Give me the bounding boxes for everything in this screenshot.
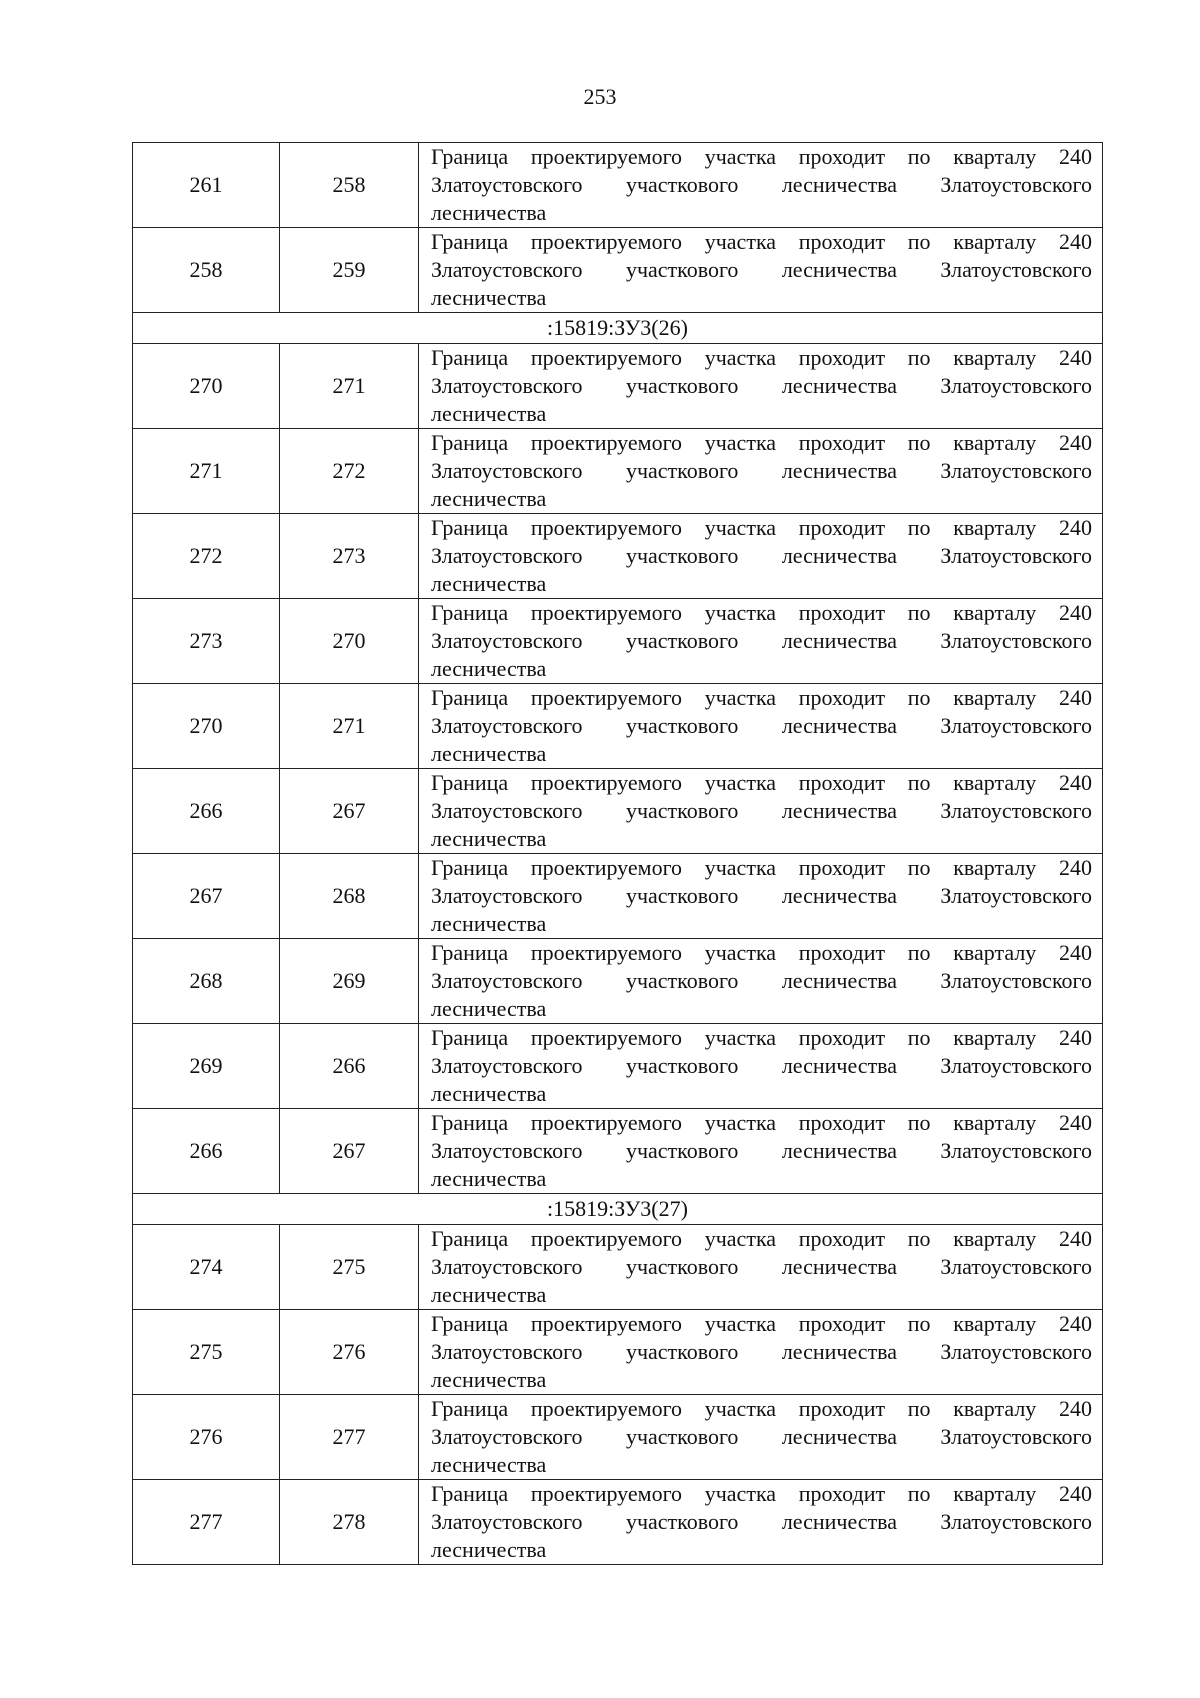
point-to-cell: 275 bbox=[280, 1225, 419, 1310]
point-to-cell: 278 bbox=[280, 1480, 419, 1565]
point-from-cell: 261 bbox=[133, 143, 280, 228]
table-row bbox=[133, 514, 1103, 599]
table-row bbox=[133, 1395, 1103, 1480]
section-header-row bbox=[133, 1194, 1103, 1225]
point-to-cell: 271 bbox=[280, 344, 419, 429]
point-from-cell: 270 bbox=[133, 344, 280, 429]
table-body bbox=[133, 143, 1103, 1565]
table-row bbox=[133, 1109, 1103, 1194]
table-row bbox=[133, 344, 1103, 429]
boundary-description-cell: Граница проектируемого участка проходит по кварталу 240 Златоустовского участкового лесничества Златоустовского лесничества bbox=[419, 1225, 1103, 1310]
point-from-cell: 266 bbox=[133, 1109, 280, 1194]
table-row bbox=[133, 599, 1103, 684]
table-row bbox=[133, 854, 1103, 939]
point-to-cell: 268 bbox=[280, 854, 419, 939]
boundary-description-cell: Граница проектируемого участка проходит по кварталу 240 Златоустовского участкового лесничества Златоустовского лесничества bbox=[419, 769, 1103, 854]
point-from-cell: 266 bbox=[133, 769, 280, 854]
table-row bbox=[133, 684, 1103, 769]
point-from-cell: 258 bbox=[133, 228, 280, 313]
table-row bbox=[133, 769, 1103, 854]
point-to-cell: 259 bbox=[280, 228, 419, 313]
point-to-cell: 277 bbox=[280, 1395, 419, 1480]
boundary-description-cell: Граница проектируемого участка проходит по кварталу 240 Златоустовского участкового лесничества Златоустовского лесничества bbox=[419, 344, 1103, 429]
table-row bbox=[133, 1024, 1103, 1109]
point-from-cell: 273 bbox=[133, 599, 280, 684]
point-from-cell: 271 bbox=[133, 429, 280, 514]
point-from-cell: 270 bbox=[133, 684, 280, 769]
boundary-description-cell: Граница проектируемого участка проходит по кварталу 240 Златоустовского участкового лесничества Златоустовского лесничества bbox=[419, 1109, 1103, 1194]
point-from-cell: 275 bbox=[133, 1310, 280, 1395]
point-to-cell: 267 bbox=[280, 769, 419, 854]
section-label: :15819:ЗУ3(26) bbox=[133, 313, 1103, 344]
point-to-cell: 271 bbox=[280, 684, 419, 769]
table-row bbox=[133, 143, 1103, 228]
table-row bbox=[133, 228, 1103, 313]
point-from-cell: 269 bbox=[133, 1024, 280, 1109]
boundary-description-cell: Граница проектируемого участка проходит по кварталу 240 Златоустовского участкового лесничества Златоустовского лесничества bbox=[419, 684, 1103, 769]
point-to-cell: 267 bbox=[280, 1109, 419, 1194]
point-to-cell: 266 bbox=[280, 1024, 419, 1109]
section-label: :15819:ЗУ3(27) bbox=[133, 1194, 1103, 1225]
point-to-cell: 269 bbox=[280, 939, 419, 1024]
boundary-description-cell: Граница проектируемого участка проходит по кварталу 240 Златоустовского участкового лесничества Златоустовского лесничества bbox=[419, 228, 1103, 313]
table-row bbox=[133, 1310, 1103, 1395]
table-row bbox=[133, 1480, 1103, 1565]
table-row bbox=[133, 1225, 1103, 1310]
boundary-description-cell: Граница проектируемого участка проходит по кварталу 240 Златоустовского участкового лесничества Златоустовского лесничества bbox=[419, 1480, 1103, 1565]
point-to-cell: 258 bbox=[280, 143, 419, 228]
point-from-cell: 274 bbox=[133, 1225, 280, 1310]
boundary-description-cell: Граница проектируемого участка проходит по кварталу 240 Златоустовского участкового лесничества Златоустовского лесничества bbox=[419, 429, 1103, 514]
boundary-description-cell: Граница проектируемого участка проходит по кварталу 240 Златоустовского участкового лесничества Златоустовского лесничества bbox=[419, 143, 1103, 228]
point-to-cell: 273 bbox=[280, 514, 419, 599]
table-row bbox=[133, 939, 1103, 1024]
boundary-description-cell: Граница проектируемого участка проходит по кварталу 240 Златоустовского участкового лесничества Златоустовского лесничества bbox=[419, 514, 1103, 599]
boundary-description-cell: Граница проектируемого участка проходит по кварталу 240 Златоустовского участкового лесничества Златоустовского лесничества bbox=[419, 854, 1103, 939]
point-to-cell: 272 bbox=[280, 429, 419, 514]
point-to-cell: 276 bbox=[280, 1310, 419, 1395]
page-number: 253 bbox=[583, 84, 617, 109]
point-from-cell: 268 bbox=[133, 939, 280, 1024]
boundary-description-cell: Граница проектируемого участка проходит по кварталу 240 Златоустовского участкового лесничества Златоустовского лесничества bbox=[419, 939, 1103, 1024]
point-from-cell: 267 bbox=[133, 854, 280, 939]
boundary-description-cell: Граница проектируемого участка проходит по кварталу 240 Златоустовского участкового лесничества Златоустовского лесничества bbox=[419, 599, 1103, 684]
boundary-description-cell: Граница проектируемого участка проходит по кварталу 240 Златоустовского участкового лесничества Златоустовского лесничества bbox=[419, 1310, 1103, 1395]
table-row bbox=[133, 429, 1103, 514]
point-to-cell: 270 bbox=[280, 599, 419, 684]
boundary-description-cell: Граница проектируемого участка проходит по кварталу 240 Златоустовского участкового лесничества Златоустовского лесничества bbox=[419, 1395, 1103, 1480]
section-header-row bbox=[133, 313, 1103, 344]
point-from-cell: 277 bbox=[133, 1480, 280, 1565]
boundary-table bbox=[132, 142, 1103, 1565]
boundary-description-cell: Граница проектируемого участка проходит по кварталу 240 Златоустовского участкового лесничества Златоустовского лесничества bbox=[419, 1024, 1103, 1109]
point-from-cell: 272 bbox=[133, 514, 280, 599]
point-from-cell: 276 bbox=[133, 1395, 280, 1480]
